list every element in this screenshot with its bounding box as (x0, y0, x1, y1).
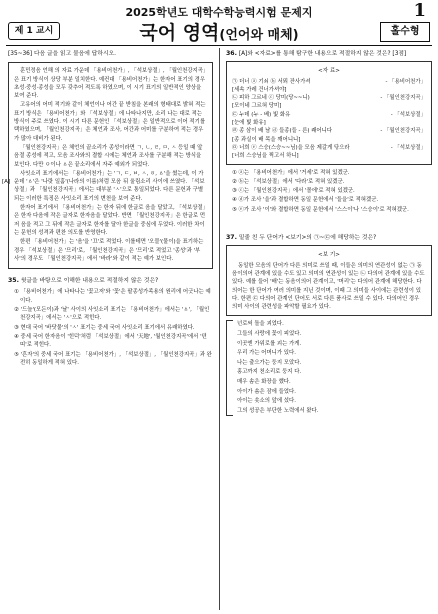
question-number: 37. (226, 234, 237, 242)
exam-title: 2025학년도 대학수학능력시험 문제지 (125, 6, 313, 19)
material-text: [종 과실이 배 목을 깨어니니] (232, 136, 301, 143)
sentence-item: 우리 가는 어머니가 있다. (237, 350, 296, 357)
passage-paragraph: 훈민정음 언해 의 자료 가운데 「용비어천가」, 「석보상절」, 「월인천강지곡」은 표기 방식이 상당 부분 일치한다. 예컨대 「용비어천가」는 한자어 표기의 경우 초성·중성·종성을 모두 갖추어 적도록 하였으며, 이 시기 표기의 일반적인 양상을 보여 준다. (14, 68, 206, 100)
sentence-item: 그들의 사랑에 꽃이 피었다. (237, 331, 302, 338)
instruction: [35~36] 다음 글을 읽고 물음에 답하시오. (8, 51, 116, 57)
type-badge: 홀수형 (380, 22, 430, 42)
answer-option[interactable]: ④ 중세 국어 한자음이 '힌덕'처럼 「석보상절」에서 '天地', '월인천강지곡'에서 '텬띠'로 적힌다. (14, 333, 207, 349)
material-text: [눈에 빛 화유] (232, 120, 266, 127)
sentence-item: 아이는 솟소의 앞에 섰다. (237, 398, 296, 405)
material-source: - 「석보상절」 (390, 111, 426, 118)
passage-paragraph: 「월인천강지곡」은 체언의 끝소리가 종성이라면 ㄱ, ㄴ, ㄹ, ㅁ, ㅅ 등일 때 앞 음절 종성에 적고, 모음 조사와의 결합 시에는 체언과 조사를 구분해 적는 방식을 보인다. 다만 ㅇ이나 ㅿ은 끝소리에서 자주 예외가 되었다. (14, 144, 203, 168)
answer-option[interactable]: ② '드늘'(모든이)과 '날' 사이의 사잇소리 표기는 「용비어천가」에서는 'ㅿ', 「월인천강지곡」에서는 'ㅅ'으로 적힌다. (14, 307, 210, 322)
passage-paragraph: 사잇소리 표기에서는 「용비어천가」는 'ㄱ, ㄷ, ㅂ, ㅅ, ㆆ, ㅿ'을 썼는데, 이 가운데 'ㅿ'은 '나랏 일홈'(나라의 이름)처럼 모음 뒤 울림소리 사이에 쓰였다. 「석보상절」과 「월인천강지곡」에서는 대부분 'ㅅ'으로 통일되었다. 다른 문헌과 구별되는 이러한 특징은 사잇소리 표기의 변천을 보여 준다. (14, 170, 205, 202)
material-row (232, 86, 426, 94)
question-number: 36. (226, 50, 237, 57)
sentence-item: 나는 출으가는 둥지 모았다. (237, 359, 302, 366)
a-bracket-mark: [A] (2, 179, 11, 186)
material-row (232, 119, 426, 127)
answer-option[interactable]: ⑤ ⓔ가 조사 '이'와 결합하면 동일 문헌에서 '스스이'나 '스승이'로 적혀겠군. (232, 206, 409, 213)
material-row (232, 136, 426, 144)
material-text: ㉣ 종 삼이 배 남 ⓓ 들종(들 - 른) 쾌어니다 (232, 128, 333, 135)
sentence-list (226, 320, 432, 416)
subject-title (0, 18, 438, 45)
question-stem (226, 50, 432, 58)
sentence-item: 이곳엔 가위로를 괴는 가게. (237, 340, 302, 347)
example-box (226, 245, 432, 316)
sentence-item: 넌로써 돌을 괴었다. (237, 321, 284, 328)
passage-paragraph: 고유어의 어미 적기와 같이 체언이나 어간 끝 받침을 본래의 형태대로 밝혀 적는 표기 방식은 「용비어천가」와 「석보상절」에 나타나지만, 소리 나는 대로 적는 방식이 주로 쓰였다. 이 시기 다른 문헌인 「석보상절」은 일반적으로 이어 적기를 택하였으며, 「월인천강지곡」은 체언과 조사, 어간과 어미를 구분하여 적는 경우가 많아 대비가 된다. (14, 102, 206, 142)
passage-paragraph: 한편 「용비어천가」는 '음'을 '끄'로 적었다. 이를테면 '오믈'(물이)을 표기하는 경우 「석보상절」은 '므리'로, 「월인천강지곡」은 '므리'로 적었고 '종성'과 '부사'의 경우도 「월인천강지곡」에서 '바라'와 같이 적는 예가 보인다. (14, 239, 204, 262)
material-row (232, 78, 426, 86)
material-source: - 「월인천강지곡」 (380, 128, 426, 135)
question-stem (226, 234, 432, 242)
answer-option[interactable]: ① ⓐ는 「용비어천가」에서 '거세'로 적혀 있겠군. (232, 169, 350, 176)
example-label: <보 기> (318, 252, 340, 259)
material-label: <자 료> (318, 68, 340, 75)
sentence-item: 그의 성공은 부단한 노력에서 왔다. (237, 407, 319, 414)
question-text: 밑줄 친 두 단어가 <보기>의 ㉠~㉢에 해당하는 것은? (238, 235, 377, 242)
answer-option[interactable]: ② ⓑ는 「석보상절」에서 '다라'로 적혀 있겠군. (232, 178, 345, 185)
passage-paragraph: 한자어 표기에서 「용비어천가」는 한자 뒤에 한글로 음을 달았고, 「석보상절」은 한자 다음에 작은 글자로 한자음을 달았다. 반면 「월인천강지곡」은 한글로 먼저 음을 적고 그 뒤에 작은 글자로 한자를 달아 한글을 중심에 두었다. 이러한 차이는 문헌의 성격과 편찬 의도를 반영한다. (14, 205, 206, 236)
passage-box (2, 62, 213, 269)
question-text: [A]와 <자료>를 통해 탐구한 내용으로 적절하지 않은 것은? [3점] (238, 51, 407, 57)
answer-option[interactable]: ⑤ '흔자'의 중세 국어 표기는 「용비어천가」, 「석보상절」, 「월인천강지곡」과 완전히 동일하게 적혀 있다. (14, 351, 212, 366)
header-rule (6, 45, 432, 46)
material-row (232, 102, 426, 110)
subject-sub: (언어와 매체) (219, 28, 299, 43)
material-row (232, 111, 426, 119)
question-stem (8, 277, 213, 285)
question-36 (226, 50, 432, 214)
answer-option[interactable]: ① 「용비어천가」에 나타나는 '꽃고저'와 '꽃'은 팔종성가족용의 원리에 어긋나는 예이다. (14, 289, 211, 304)
example-text: 동일한 모음의 단어가 다른 의미로 쓰일 때, 이들은 의미의 연관성이 없는 ㉠ 동음이의어 관계에 있을 수도 있고 의미의 연관성이 있는 ㉡ 다의어 관계에 있을 수도 있다. 예를 들어 '배'는 동음이의어 관계이고, '머리'는 다의어 관계에 해당한다. 다의어는 한 단어가 여러 의미를 지닌 것이며, 이때 그 의미들 사이에는 관련성이 있다. 한편 ㉢ 다의어 관계인 단어도 서로 다른 품사로 쓰일 수 있다. 다의어인 경우 의미 사이의 관련성을 파악할 필요가 있다. (232, 262, 425, 311)
left-column (2, 50, 213, 368)
material-text: ㉤ 너희 ⓔ 스승(스승~~님)을 모음 제갈게 닦으라 (232, 144, 350, 151)
question-text: 윗글을 바탕으로 이해한 내용으로 적절하지 않은 것은? (20, 278, 159, 285)
material-row (232, 144, 426, 152)
material-source: - 「용비어천가」 (385, 78, 426, 85)
question-37 (226, 234, 432, 416)
answer-option[interactable]: ④ ⓓ가 조사 '을'과 결합하면 동일 문헌에서 '들을'로 적혀겠군. (232, 197, 379, 204)
material-text: ㉢ 누데 (누 - 베) 빛 화유 (232, 111, 291, 118)
page-number: 1 (413, 0, 426, 21)
answer-option[interactable]: ③ 현대 국어 '바닷물'의 'ㅅ' 표기는 중세 국어 사잇소리 표기에서 유래하였다. (14, 324, 195, 331)
sentence-item: 홍고까지 천소리로 둥지 다. (237, 369, 302, 376)
material-text: [세속 가레 건너가셔야] (232, 86, 287, 93)
material-text: ㉠ 더너 ⓐ 기쇠 ⓑ 서뫼 잔사가셔 (232, 78, 311, 85)
material-text: [너희 스승님을 찍고서 하니] (232, 153, 299, 160)
question-35 (8, 277, 213, 367)
right-column (226, 50, 432, 416)
sentence-item: 매우 솜은 화장을 했다. (237, 378, 291, 385)
material-box (226, 61, 432, 164)
column-divider (219, 48, 220, 610)
material-text: ㉡ 피하 그르네 ⓒ 당미(당~~니) (232, 95, 310, 102)
session-label: 제 1 교시 (8, 22, 60, 40)
material-row (232, 127, 426, 135)
list-bracket (226, 320, 233, 416)
material-text: [모이네 그르혀 당미] (232, 103, 282, 110)
sentence-items (237, 320, 318, 416)
material-row (232, 94, 426, 102)
answer-option[interactable]: ③ ⓒ는 「월인천강지곡」에서 '몰에'로 적혀 있겠군. (232, 188, 355, 195)
question-number: 35. (8, 277, 19, 285)
material-row (232, 152, 426, 160)
sentence-item: 아이가 솜은 잠에 들었다. (237, 388, 296, 395)
material-source: - 「월인천강지곡」 (380, 95, 426, 102)
subject-name: 국어 영역 (139, 22, 220, 44)
material-source: - 「석보상절」 (390, 144, 426, 151)
